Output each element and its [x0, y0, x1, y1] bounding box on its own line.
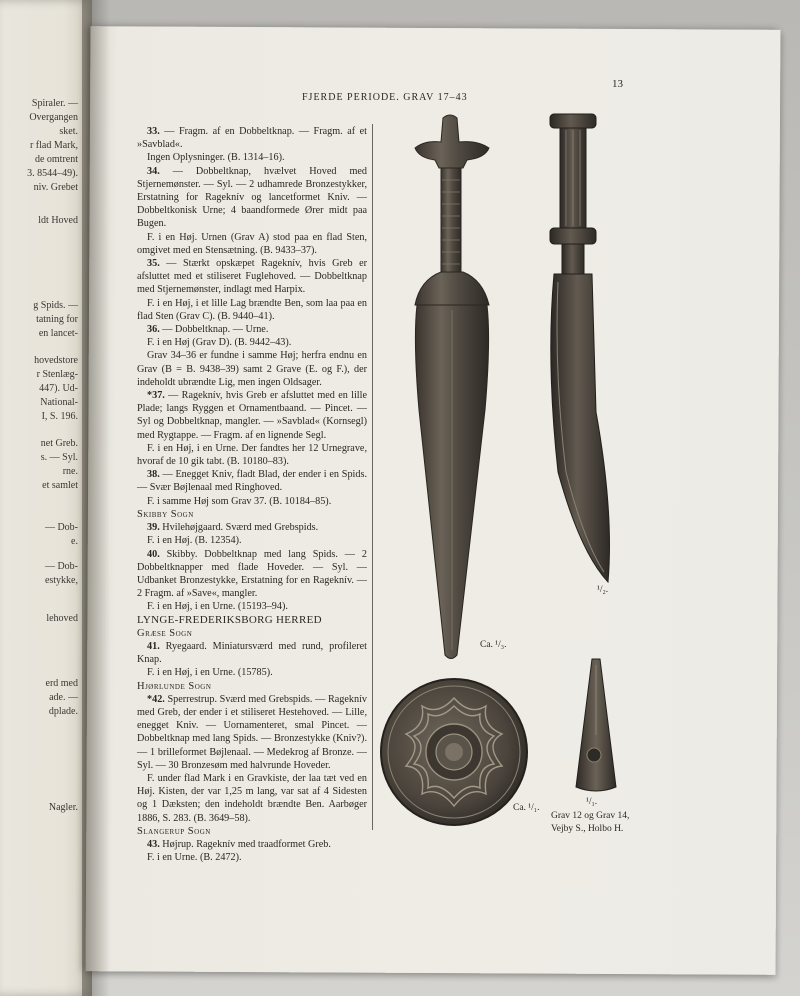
- catalogue-entry: [137, 125, 367, 151]
- entry-text: — Fragm. af en Dobbeltknap. — Fragm. af et »Savblad«.: [137, 126, 367, 151]
- entry-number: 36.: [147, 324, 160, 336]
- column-divider: [372, 124, 373, 830]
- left-page-text-fragment: National-: [40, 397, 78, 408]
- left-page-text-fragment: 3. 8544–49).: [27, 168, 78, 179]
- disc-illustration: [378, 676, 530, 828]
- left-page-text-fragment: g Spids. —: [33, 300, 78, 311]
- entry-number: 39.: [147, 522, 160, 534]
- district-heading: LYNGE-FREDERIKSBORG HERRED: [137, 613, 322, 626]
- catalogue-entry: [137, 548, 367, 601]
- parish-heading: Græse Sogn: [137, 627, 193, 639]
- left-page-text-fragment: Spiraler. —: [31, 98, 78, 109]
- left-page-text-fragment: sket.: [59, 126, 78, 137]
- entry-number: 43.: [147, 838, 160, 850]
- left-page-text-fragment: niv. Grebet: [33, 182, 78, 193]
- entry-number: 35.: [147, 258, 160, 270]
- left-page-text-fragment: estykke,: [44, 575, 78, 586]
- left-page-text-fragment: ldt Hoved: [38, 215, 78, 226]
- catalogue-entry: [137, 521, 367, 534]
- parish-heading: Hjørlunde Sogn: [137, 680, 212, 692]
- entry-number: 38.: [147, 469, 160, 481]
- find-note: F. under flad Mark i en Gravkiste, der laa tæt ved en Høj. Kisten, der var 1,25 m lang, var sat af 4 Sidesten og 1 Dæksten; den indeholdt brændte Ben. Aarbøger 1886, S. 283. (B. 3649–58).: [137, 772, 367, 824]
- catalogue-entry: [137, 389, 367, 442]
- entry-text: — Enegget Kniv, fladt Blad, der ender i en Spids. — Svær Bøjlenaal med Ringhoved.: [137, 469, 367, 494]
- entry-text: — Stærkt opskæpet Rageknív, hvis Greb er afsluttet med et stiliseret Fuglehoved. — Dobbeltknap med Stjernemønster, indlagt med Harpix.: [137, 258, 367, 296]
- tool-scale-caption: ¹/₁.: [586, 797, 598, 807]
- left-page-text-fragment: Nagler.: [48, 802, 78, 813]
- find-note: F. i en Urne. (B. 2472).: [147, 852, 242, 864]
- left-page-text-fragment: en lancet-: [38, 328, 78, 339]
- find-note: F. i en Høj, i en Urne. Der fandtes her 12 Urnegrave, hvoraf de 10 gik tabt. (B. 10180–83).: [137, 442, 367, 468]
- entry-number: 40.: [147, 548, 160, 560]
- find-note: F. i samme Høj som Grav 37. (B. 10184–85).: [147, 495, 332, 507]
- find-note: F. i en Høj, i et lille Lag brændte Ben, som laa paa en flad Sten (Grav C). (B. 9440–41).: [137, 297, 367, 322]
- entry-text: — Dobbeltknap, hvælvet Hoved med Stjernemønster. — Syl. — 2 udhamrede Bronzestykker, Erstatning for Rageknív og lancetformet Kniv. — Dobbeltkonisk Urne; 4 baandformede Ører midt paa Bugen.: [137, 165, 367, 230]
- find-note: F. i en Høj, i en Urne. (15193–94).: [147, 601, 288, 613]
- tool-caption-line-2: Vejby S., Holbo H.: [551, 824, 624, 834]
- entry-number: *42.: [147, 693, 165, 705]
- catalogue-entry: [137, 257, 367, 297]
- tool-caption-line-1: Grav 12 og Grav 14,: [551, 811, 630, 821]
- entry-text: Ryegaard. Miniatursværd med rund, profileret Knap.: [137, 640, 367, 666]
- find-note: Grav 34–36 er fundne i samme Høj; herfra endnu en Grav (B = B. 9438–39) samt 2 Grave (E. og F.), der indeholdt ubrændte Lig, men ingen Oldsager.: [137, 350, 367, 388]
- left-page-text-fragment: — Dob-: [44, 561, 78, 572]
- catalogue-entry: [137, 838, 367, 851]
- left-page-text-fragment: e.: [71, 536, 78, 547]
- left-page-text-fragment: I, S. 196.: [41, 411, 78, 422]
- catalogue-entry: [137, 640, 367, 666]
- left-page-text-fragment: Overgangen: [29, 112, 78, 123]
- left-page: [0, 0, 92, 996]
- parish-heading: Skibby Sogn: [137, 508, 194, 520]
- entry-text: Hvilehøjgaard. Sværd med Grebspids.: [159, 522, 319, 534]
- catalogue-text-column: [137, 125, 367, 864]
- left-page-text-fragment: lehoved: [46, 613, 78, 624]
- knife-illustration: [540, 112, 620, 587]
- sword-scale-caption: Ca. ¹/₃.: [480, 640, 507, 650]
- tool-illustration: [572, 655, 622, 795]
- left-page-text-fragment: r flad Mark,: [29, 140, 78, 151]
- entry-text: — Rageknív, hvis Greb er afsluttet med en lille Plade; langs Ryggen et Ornamentbaand. — Pincet. — Syl og Dobbeltknap, mangler. — »Savblad« (Kornsegl) med Rygtappe. — Fragm. af en lignende Segl.: [137, 390, 367, 441]
- left-page-text-fragment: ade. —: [49, 692, 78, 703]
- left-page-text-fragment: — Dob-: [44, 522, 78, 533]
- catalogue-entry: [137, 468, 367, 494]
- entry-number: *37.: [147, 390, 165, 402]
- disc-scale-caption: Ca. ¹/₁.: [513, 803, 540, 813]
- catalogue-entry: [137, 323, 367, 336]
- left-page-text-fragment: erd med: [45, 678, 78, 689]
- entry-text: Skibby. Dobbeltknap med lang Spids. — 2 Dobbeltknapper med flade Hoveder. — Syl. — Udbanket Bronzestykke, Erstatning for en Rageknív. — 2 Fragm. af »Save«, mangler.: [137, 548, 367, 600]
- entry-number: 33.: [147, 126, 160, 137]
- left-page-text-fragment: 447). Ud-: [39, 383, 78, 394]
- entry-text: Højrup. Rageknív med traadformet Greb.: [159, 838, 331, 850]
- find-note: F. i en Høj. Urnen (Grav A) stod paa en flad Sten, omgivet med en Stensætning. (B. 9433–37).: [137, 231, 367, 256]
- left-page-text-fragment: de omtrent: [34, 154, 78, 165]
- find-note: F. i en Høj, i en Urne. (15785).: [147, 667, 273, 679]
- left-page-text-fragment: tatning for: [36, 314, 78, 325]
- left-page-text-fragment: rne.: [62, 466, 78, 477]
- left-page-text-fragment: et samlet: [42, 480, 78, 491]
- left-page-text-fragment: s. — Syl.: [40, 452, 78, 463]
- sword-illustration: [405, 110, 500, 665]
- left-page-text-fragment: net Greb.: [40, 438, 78, 449]
- running-head: FJERDE PERIODE. GRAV 17–43: [302, 92, 468, 103]
- left-page-text-fragment: r Stenlæg-: [36, 369, 78, 380]
- left-page-text-fragment: dplade.: [48, 706, 78, 717]
- knife-scale-caption: ¹/₂.: [597, 585, 609, 595]
- find-note: Ingen Oplysninger. (B. 1314–16).: [147, 152, 285, 164]
- parish-heading: Slangerup Sogn: [137, 825, 211, 837]
- catalogue-entry: [137, 693, 367, 772]
- page-number: 13: [612, 78, 623, 90]
- entry-text: — Dobbeltknap. — Urne.: [159, 324, 269, 336]
- find-note: F. i en Høj. (B. 12354).: [147, 535, 242, 547]
- find-note: F. i en Høj (Grav D). (B. 9442–43).: [147, 337, 292, 349]
- catalogue-entry: [137, 165, 367, 231]
- entry-number: 34.: [147, 165, 160, 177]
- entry-text: Sperrestrup. Sværd med Grebspids. — Rageknív med Greb, der ender i et stiliseret Hestehoved. — Lille, enegget Kniv. — Uornamenteret, smal Pincet. — Dobbeltknap med lang Spids. — Bronzestykke (Kniv?). — 1 brilleformet Bøjlenaal. — Medekrog af Bronze. — Syl. — 30 Bronzesøm med halvrunde Hoveder.: [137, 693, 367, 771]
- entry-number: 41.: [147, 640, 160, 652]
- left-page-text-fragment: hovedstore: [34, 355, 78, 366]
